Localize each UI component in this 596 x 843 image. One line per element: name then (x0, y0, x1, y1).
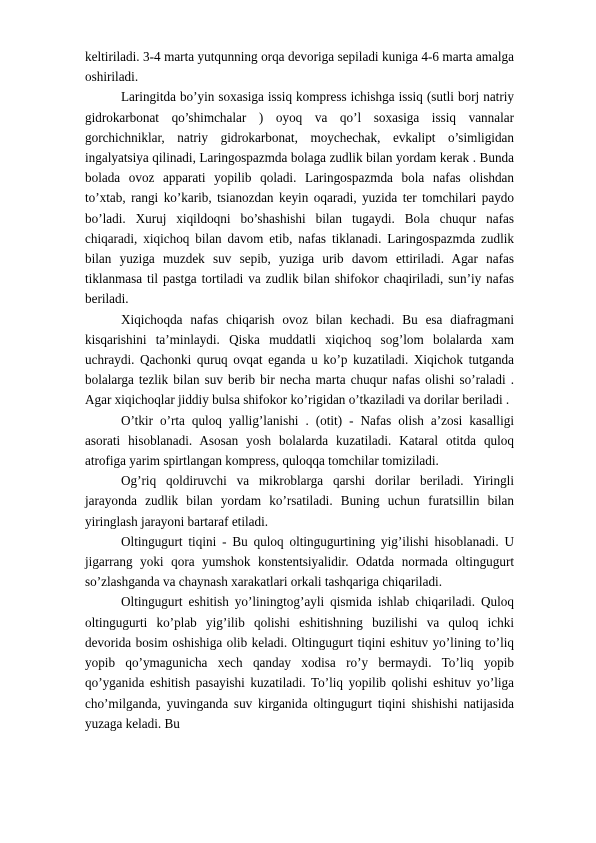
paragraph-laryngitis: Laringitda bo’yin soxasiga issiq kompress ichishga issiq (sutli borj natriy gidrokarbonat qo’shimchalar ) oyoq va qo’l soxasiga issiq vannalar gorchichniklar, natriy gidrokarbonat, moychechak, evkalipt o’simligidan ingalyatsiya qilinadi, Laringospazmda bolaga zudlik bilan yordam kerak . Bunda bolada ovoz apparati yopilib qoladi. Laringospazmda bola nafas olishdan to’xtab, rangi ko’karib, tsianozdan keyin oqaradi, yuzida ter tomchilari paydo bo’ladi. Xuruj xiqildoqni bo’shashishi bilan tugaydi. Bola chuqur nafas chiqaradi, xiqichoq bilan davom etib, nafas tiklanadi. Laringospazmda zudlik bilan yuziga muzdek suv sepib, yuziga urib davom ettiriladi. Agar nafas tiklanmasa til pastga tortiladi va zudlik bilan shifokor chaqiriladi, sun’iy nafas beriladi. (85, 89, 514, 307)
document-page (85, 47, 514, 734)
paragraph-continuation: keltiriladi. 3-4 marta yutqunning orqa devoriga sepiladi kuniga 4-6 marta amalga oshiriladi. (85, 49, 514, 85)
paragraph-treatment: Og’riq qoldiruvchi va mikroblarga qarshi dorilar beriladi. Yiringli jarayonda zudlik bilan yordam ko’rsatiladi. Buning uchun furatsillin bilan yiringlash jarayoni bartaraf etiladi. (85, 473, 514, 529)
paragraph-earwax-plug: Oltingugurt tiqini - Bu quloq oltingugurtining yig’ilishi hisoblanadi. U jigarrang yoki qora yumshok konstentsiyalidir. Odatda normada oltingugurt so’zlashganda va chaynash xarakatlari orkali tashqariga chiqariladi. (85, 533, 514, 590)
paragraph-earwax-production: Oltingugurt eshitish yo’liningtog’ayli qismida ishlab chiqariladi. Quloq oltingugurti ko’plab yig’ilib qolishi eshitishning buzilishi va quloq ichki devorida bosim oshishiga olib keladi. Oltingugurt tiqini eshituv yo’lining to’liq yopib qo’ymagunicha xech qanday xodisa ro’y bermaydi. To’liq yopib qo’yganida eshitish pasayishi kuzatiladi. To’liq yopilib qolishi eshituv yo’liga cho’milganda, yuvinganda suv kirganida oltingugurt tiqini shishishi natijasida yuzaga keladi. Bu (85, 594, 514, 731)
paragraph-otitis: O’tkir o’rta quloq yallig’lanishi . (otit) - Nafas olish a’zosi kasalligi asorati hisoblanadi. Asosan yosh bolalarda kuzatiladi. Kataral otitda quloq atrofiga yarim spirtlangan kompress, quloqqa tomchilar tomiziladi. (85, 412, 514, 469)
paragraph-hiccups: Xiqichoqda nafas chiqarish ovoz bilan kechadi. Bu esa diafragmani kisqarishini ta’minlaydi. Qiska muddatli xiqichoq sog’lom bolalarda xam uchraydi. Qachonki quruq ovqat eganda u ko’p kuzatiladi. Xiqichok tutganda bolalarga tezlik bilan suv berib bir necha marta chuqur nafas olishi so’raladi . Agar xiqichoqlar jiddiy bulsa shifokor ko’rigidan o’tkaziladi va dorilar beriladi . (85, 311, 514, 408)
